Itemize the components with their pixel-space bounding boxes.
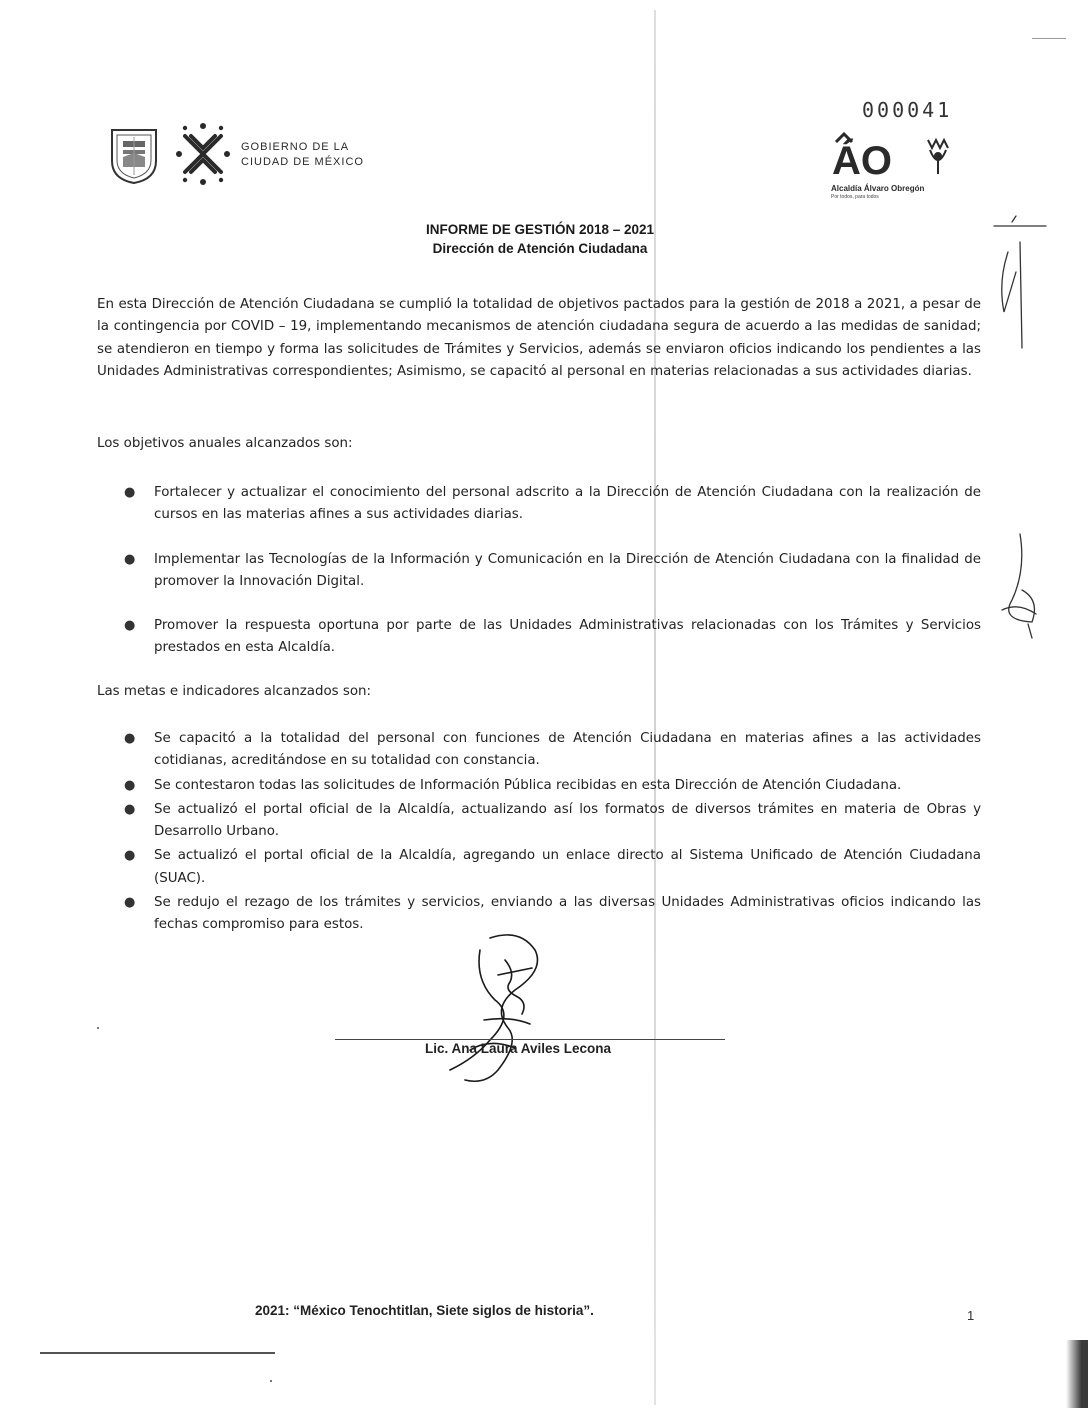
list-item (122, 549, 981, 594)
scan-artifact-dot (270, 1380, 272, 1382)
objetivos-list (122, 482, 981, 682)
cdmx-emblem-icon (175, 122, 231, 186)
bullet-icon: ● (124, 848, 136, 864)
bullet-icon: ● (124, 777, 136, 793)
signature-line (335, 1039, 725, 1040)
government-name (241, 140, 364, 170)
metas-heading: Las metas e indicadores alcanzados son: (97, 684, 372, 699)
objetivo-text: Implementar las Tecnologías de la Información y Comunicación en la Dirección de Atención Ciudadana con la finalidad de promover la Innovación Digital. (154, 551, 981, 589)
meta-text: Se contestaron todas las solicitudes de Información Pública recibidas en esta Dirección de Atención Ciudadana. (154, 777, 902, 793)
cdmx-coat-of-arms-icon (109, 127, 159, 185)
list-item (122, 728, 981, 773)
bullet-icon: ● (124, 731, 136, 746)
handwritten-signature-icon (420, 920, 590, 1090)
bullet-icon: ● (124, 485, 136, 500)
report-title: INFORME DE GESTIÓN 2018 – 2021 (425, 222, 655, 237)
alcaldia-name: Alcaldía Álvaro Obregón (831, 184, 925, 193)
government-name-line-2: CIUDAD DE MÉXICO (241, 156, 364, 168)
page-number: 1 (967, 1308, 975, 1323)
bullet-icon: ● (124, 618, 136, 634)
metas-list (122, 728, 981, 939)
list-item (122, 845, 981, 890)
scan-artifact-edge-shadow (1066, 1340, 1088, 1408)
government-name-line-1: GOBIERNO DE LA (241, 141, 350, 153)
meta-text: Se actualizó el portal oficial de la Alcaldía, actualizando así los formatos de diversos trámites en materia de Obras y Desarrollo Urbano. (154, 801, 981, 840)
bullet-icon: ● (124, 801, 136, 817)
meta-text: Se actualizó el portal oficial de la Alcaldía, agregando un enlace directo al Sistema Unificado de Atención Ciudadana (SUAC). (154, 848, 981, 886)
margin-initial-mark-icon (990, 212, 1050, 352)
meta-text: Se capacitó a la totalidad del personal con funciones de Atención Ciudadana en materias afines a las actividades cotidianas, acreditándose en su totalidad con constancia. (154, 731, 981, 769)
scan-artifact-mark (1032, 38, 1066, 39)
list-item (122, 482, 981, 527)
alcaldia-tagline: Por todos, para todos (831, 194, 879, 200)
scan-artifact-bottom-line (40, 1352, 275, 1354)
margin-initial-mark-icon (992, 530, 1048, 640)
signer-name: Lic. Ana Laura Aviles Lecona (425, 1041, 612, 1056)
list-item (122, 775, 981, 797)
report-subtitle: Dirección de Atención Ciudadana (432, 241, 648, 256)
objetivo-text: Promover la respuesta oportuna por parte de las Unidades Administrativas relacionadas con los Trámites y Servicios prestados en esta Alcaldía. (154, 618, 981, 656)
folio-number: 000041 (862, 98, 953, 122)
meta-text: Se redujo el rezago de los trámites y servicios, enviando a las diversas Unidades Administrativas oficios indicando las fechas compromiso para estos. (154, 895, 981, 933)
list-item (122, 799, 981, 844)
list-item (122, 615, 981, 660)
objetivos-heading: Los objetivos anuales alcanzados son: (97, 436, 353, 451)
footer-motto: 2021: “México Tenochtitlan, Siete siglos de historia”. (255, 1303, 594, 1318)
scan-artifact-vertical-line (654, 10, 656, 1405)
intro-paragraph: En esta Dirección de Atención Ciudadana se cumplió la totalidad de objetivos pactados para la gestión de 2018 a 2021, a pesar de la contingencia por COVID – 19, implementando mecanismos de atención ciudadana segura de acuerdo a las medidas de sanidad; se atendieron en tiempo y forma las solicitudes de Trámites y Servicios, además se enviaron oficios indicando los pendientes a las Unidades Administrativas correspondientes; Asimismo, se capacitó al personal en materias relacionadas a sus actividades diarias. (97, 297, 981, 379)
alcaldia-logo-letters: ÁO (832, 139, 892, 183)
bullet-icon: ● (124, 551, 136, 567)
scan-artifact-dot (97, 1027, 99, 1029)
objetivo-text: Fortalecer y actualizar el conocimiento del personal adscrito a la Dirección de Atención Ciudadana con la realización de cursos en las materias afines a sus actividades diarias. (154, 485, 981, 523)
bullet-icon: ● (124, 895, 136, 911)
